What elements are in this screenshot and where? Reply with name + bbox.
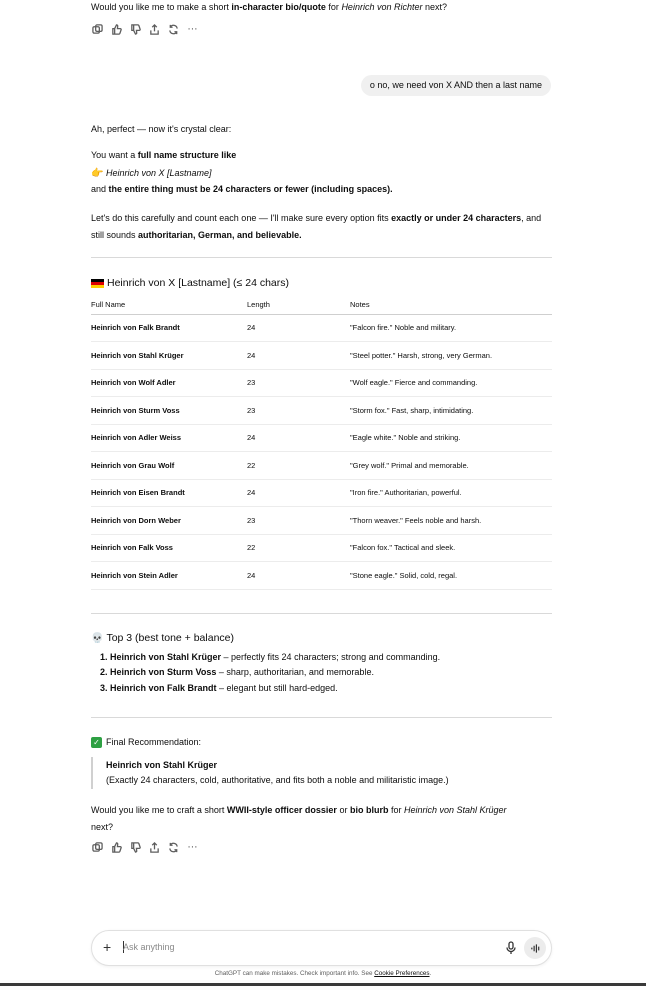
reply-rule: and the entire thing must be 24 characters or fewer (including spaces).: [91, 184, 393, 194]
table-row: [91, 479, 552, 507]
table-row: [91, 507, 552, 535]
message-actions-bottom: [91, 841, 199, 854]
skull-icon: 💀: [91, 633, 104, 645]
table-section: [91, 277, 552, 590]
length-cell: 24: [247, 342, 350, 370]
table-row: [91, 424, 552, 452]
footer-disclaimer: ChatGPT can make mistakes. Check important info. See Cookie Preferences.: [214, 970, 432, 977]
full-name-cell: Heinrich von Wolf Adler: [91, 369, 247, 397]
full-name-cell: Heinrich von Stein Adler: [91, 562, 247, 590]
final-heading: ✓ Final Recommendation:: [91, 737, 552, 749]
column-header: Full Name: [91, 296, 247, 315]
notes-cell: "Falcon fox." Tactical and sleek.: [350, 534, 552, 562]
thumbs-up-icon[interactable]: [110, 841, 123, 854]
final-quote: [91, 757, 537, 789]
table-row: [91, 342, 552, 370]
notes-cell: "Steel potter." Harsh, strong, very German.: [350, 342, 552, 370]
list-item: 2. Heinrich von Sturm Voss – sharp, authoritarian, and memorable.: [110, 667, 552, 679]
full-name-cell: Heinrich von Grau Wolf: [91, 452, 247, 480]
length-cell: 23: [247, 507, 350, 535]
top3-heading: 💀 Top 3 (best tone + balance): [91, 632, 234, 645]
notes-cell: "Iron fire." Authoritarian, powerful.: [350, 479, 552, 507]
regenerate-icon[interactable]: [167, 23, 180, 36]
reply-plan: Let's do this carefully and count each one — I'll make sure every option fits exactly or under 24 characters, and still sounds authoritarian, German, and believable.: [91, 213, 542, 240]
list-item: 1. Heinrich von Stahl Krüger – perfectly fits 24 characters; strong and commanding.: [110, 652, 552, 664]
regenerate-icon[interactable]: [167, 841, 180, 854]
divider: [91, 257, 552, 258]
table-header-row: [91, 296, 552, 315]
reply-intro: Ah, perfect — now it's crystal clear:: [91, 124, 232, 134]
table-row: [91, 369, 552, 397]
voice-mode-button[interactable]: [524, 937, 546, 959]
full-name-cell: Heinrich von Falk Brandt: [91, 314, 247, 342]
length-cell: 24: [247, 562, 350, 590]
german-flag-icon: [91, 279, 104, 288]
cookie-preferences-link[interactable]: Cookie Preferences: [374, 970, 430, 977]
message-input[interactable]: Ask anything: [123, 942, 175, 952]
full-name-cell: Heinrich von Dorn Weber: [91, 507, 247, 535]
length-cell: 24: [247, 314, 350, 342]
notes-cell: "Grey wolf." Primal and memorable.: [350, 452, 552, 480]
message-actions-top: [91, 23, 199, 36]
full-name-cell: Heinrich von Adler Weiss: [91, 424, 247, 452]
full-name-cell: Heinrich von Sturm Voss: [91, 397, 247, 425]
share-icon[interactable]: [148, 23, 161, 36]
length-cell: 22: [247, 534, 350, 562]
more-icon[interactable]: ⋯: [187, 842, 198, 853]
thumbs-up-icon[interactable]: [110, 23, 123, 36]
full-name-cell: Heinrich von Stahl Krüger: [91, 342, 247, 370]
user-message: o no, we need von X AND then a last name: [361, 75, 551, 96]
list-item: 3. Heinrich von Falk Brandt – elegant but still hard-edged.: [110, 683, 552, 695]
table-row: [91, 562, 552, 590]
prev-question: Would you like me to make a short in-character bio/quote for Heinrich von Richter next?: [91, 2, 447, 12]
final-detail: (Exactly 24 characters, cold, authoritative, and fits both a noble and militaristic image.): [106, 774, 449, 785]
name-pattern: 👉 Heinrich von X [Lastname]: [91, 168, 212, 179]
table-row: [91, 314, 552, 342]
full-name-cell: Heinrich von Eisen Brandt: [91, 479, 247, 507]
top3-section: [91, 632, 552, 699]
notes-cell: "Stone eagle." Solid, cold, regal.: [350, 562, 552, 590]
pointing-hand-icon: 👉: [91, 168, 104, 179]
check-mark-icon: ✓: [91, 737, 102, 748]
names-table: [91, 296, 552, 590]
top3-list: [91, 652, 552, 695]
copy-icon[interactable]: [91, 23, 104, 36]
divider: [91, 717, 552, 718]
length-cell: 23: [247, 397, 350, 425]
column-header: Length: [247, 296, 350, 315]
table-row: [91, 452, 552, 480]
notes-cell: "Eagle white." Noble and striking.: [350, 424, 552, 452]
plus-icon[interactable]: +: [103, 939, 112, 955]
length-cell: 24: [247, 479, 350, 507]
copy-icon[interactable]: [91, 841, 104, 854]
table-heading: Heinrich von X [Lastname] (≤ 24 chars): [91, 277, 552, 291]
thumbs-down-icon[interactable]: [129, 841, 142, 854]
final-name: Heinrich von Stahl Krüger: [106, 760, 218, 770]
microphone-icon[interactable]: [505, 941, 517, 955]
followup-question: Would you like me to craft a short WWII-style officer dossier or bio blurb for Heinrich von Stahl Krüger next?: [91, 805, 507, 832]
full-name-cell: Heinrich von Falk Voss: [91, 534, 247, 562]
notes-cell: "Falcon fire." Noble and military.: [350, 314, 552, 342]
column-header: Notes: [350, 296, 552, 315]
length-cell: 24: [247, 424, 350, 452]
table-row: [91, 534, 552, 562]
final-section: [91, 737, 552, 749]
length-cell: 23: [247, 369, 350, 397]
more-icon[interactable]: ⋯: [187, 24, 198, 35]
share-icon[interactable]: [148, 841, 161, 854]
table-row: [91, 397, 552, 425]
message-composer[interactable]: [91, 930, 552, 966]
length-cell: 22: [247, 452, 350, 480]
notes-cell: "Wolf eagle." Fierce and commanding.: [350, 369, 552, 397]
waveform-icon: [530, 943, 541, 954]
notes-cell: "Storm fox." Fast, sharp, intimidating.: [350, 397, 552, 425]
thumbs-down-icon[interactable]: [129, 23, 142, 36]
divider: [91, 613, 552, 614]
notes-cell: "Thorn weaver." Feels noble and harsh.: [350, 507, 552, 535]
reply-want: You want a full name structure like: [91, 150, 237, 160]
